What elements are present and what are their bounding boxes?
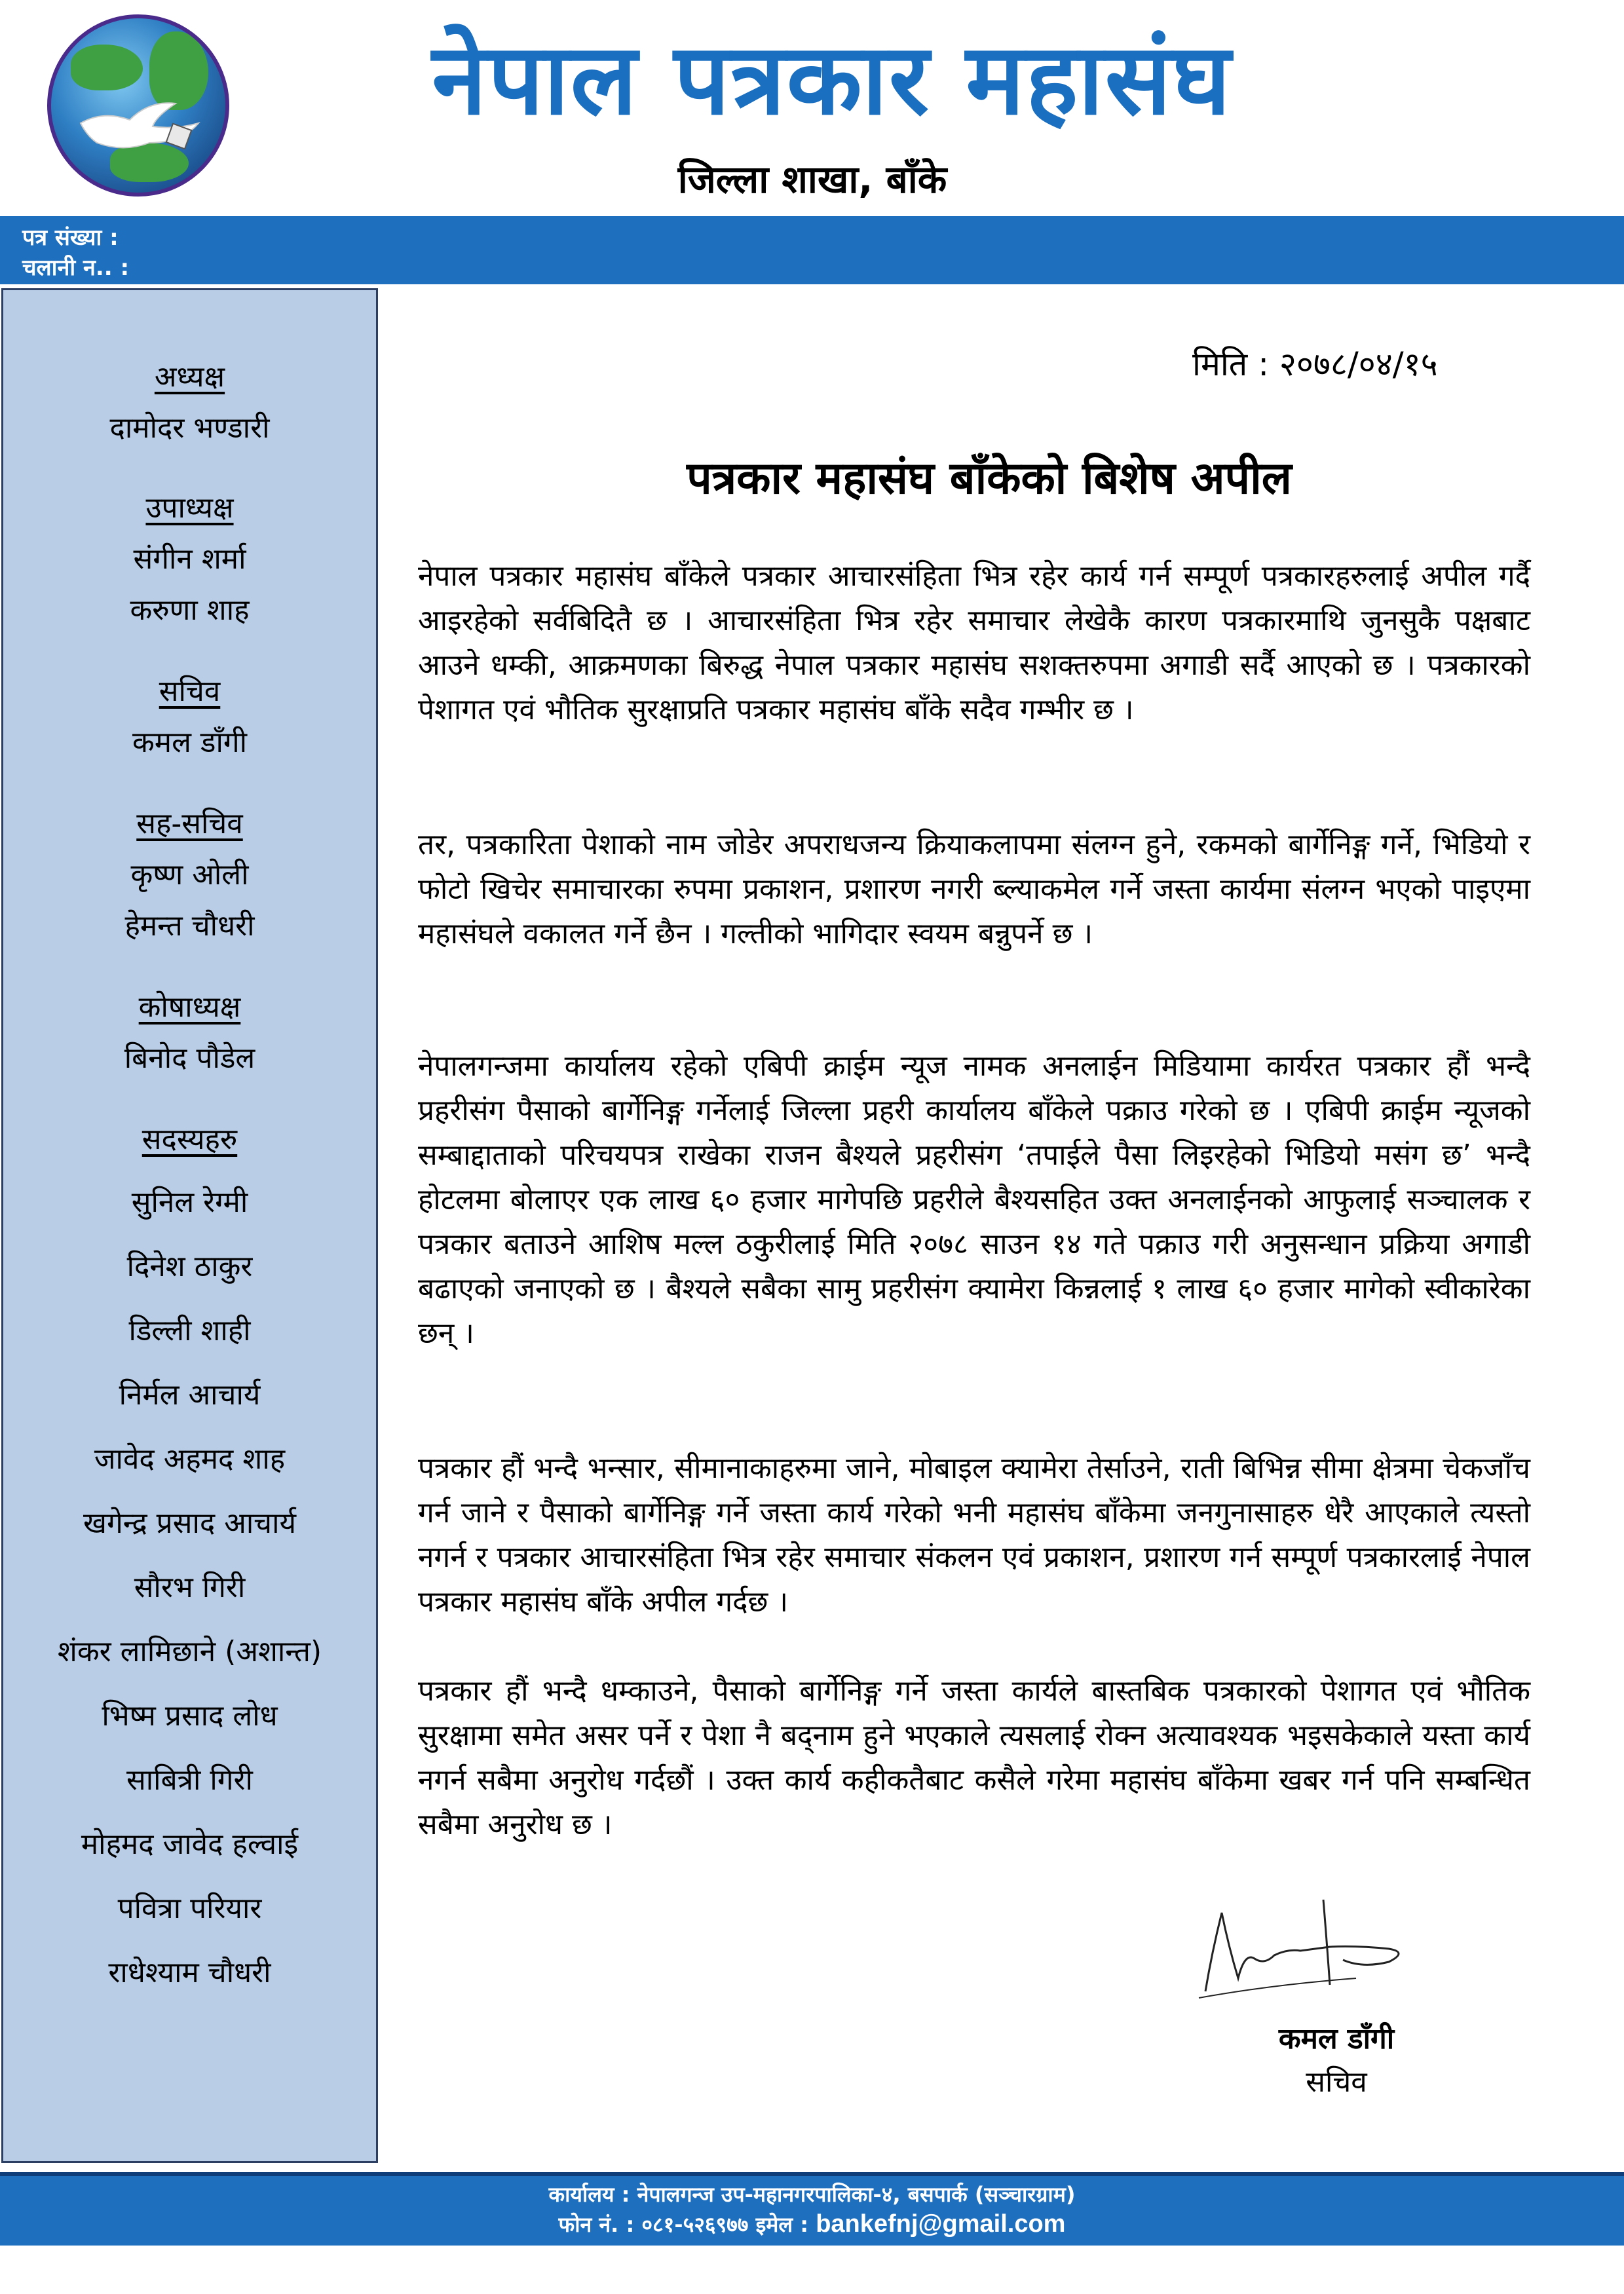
chalani-no-label: चलानी न.. : bbox=[22, 255, 130, 281]
member-name: पवित्रा परियार bbox=[117, 1892, 262, 1925]
member-name: सुनिल रेग्मी bbox=[131, 1186, 248, 1219]
committee-sidebar bbox=[1, 288, 378, 2163]
footer-address: कार्यालय : नेपालगन्ज उप-महानगरपालिका-४, बसपार्क (सञ्चारग्राम) bbox=[548, 2182, 1076, 2207]
member-name: मोहमद जावेद हल्वाई bbox=[81, 1828, 299, 1861]
member-name: दिनेश ठाकुर bbox=[126, 1250, 253, 1283]
member-name: करुणा शाह bbox=[130, 593, 250, 627]
member-name: सौरभ गिरी bbox=[134, 1571, 246, 1604]
role-treasurer: कोषाध्यक्ष bbox=[138, 990, 241, 1024]
member-name: डिल्ली शाही bbox=[128, 1314, 251, 1347]
role-secretary: सचिव bbox=[159, 675, 221, 708]
member-name: जावेद अहमद शाह bbox=[94, 1442, 286, 1476]
letter-title: पत्रकार महासंघ बाँकेको बिशेष अपील bbox=[687, 453, 1292, 504]
signature-icon bbox=[1192, 1887, 1415, 2004]
logo-globe-dove-icon bbox=[47, 14, 229, 197]
letter-paragraph: नेपालगन्जमा कार्यालय रहेको एबिपी क्राईम न्यूज नामक अनलाईन मिडियामा कार्यरत पत्रकार हौं भन्दै प्रहरीसंग पैसाको बार्गेनिङ्ग गर्नेलाई जिल्ला प्रहरी कार्यालय बाँकेले पक्राउ गरेको छ । एबिपी क्राईम न्यूजको सम्बाद्दाताको परिचयपत्र राखेका राजन बैश्यले प्रहरीसंग ‘तपाईले पैसा लिइरहेको भिडियो मसंग छ’ भन्दै होटलमा बोलाएर एक लाख ६० हजार मागेपछि प्रहरीले बैश्यसहित उक्त अनलाईनको आफुलाई सञ्चालक र पत्रकार बताउने आशिष मल्ल ठकुरीलाई मिति २०७८ साउन १४ गते पक्राउ गरी अनुसन्धान प्रक्रिया अगाडी बढाएको जनाएको छ । बैश्यले सबैका सामु प्रहरीसंग क्यामेरा किन्नलाई १ लाख ६० हजार मागेको स्वीकारेका छन् । bbox=[418, 1049, 1530, 1350]
letter-paragraph: नेपाल पत्रकार महासंघ बाँकेले पत्रकार आचारसंहिता भित्र रहेर कार्य गर्न सम्पूर्ण पत्रकारहरुलाई अपील गर्दै आइरहेको सर्वबिदितै छ । आचारसंहिता भित्र रहेर समाचार लेखेकै कारण पत्रकारमाथि जुनसुकै पक्षबाट आउने धम्की, आक्रमणका बिरुद्ध नेपाल पत्रकार महासंघ सशक्तरुपमा अगाडी सर्दै आएको छ । पत्रकारको पेशागत एवं भौतिक सुरक्षाप्रति पत्रकार महासंघ बाँके सदैव गम्भीर छ । bbox=[418, 559, 1531, 726]
signatory-name: कमल डाँगी bbox=[1278, 2022, 1395, 2056]
member-name: दामोदर भण्डारी bbox=[109, 411, 270, 445]
letter-paragraph: पत्रकार हौं भन्दै धम्काउने, पैसाको बार्गेनिङ्ग गर्ने जस्ता कार्यले बास्तबिक पत्रकारको पेशागत एवं भौतिक सुरक्षामा समेत असर पर्ने र पेशा नै बद्नाम हुने भएकाले त्यसलाई रोक्न अत्यावश्यक भइसकेकाले यस्ता कार्य नगर्न सबैमा अनुरोध गर्दछौं । उक्त कार्य कहीकतैबाट कसैले गरेमा महासंघ बाँकेमा खबर गर्न पनि सम्बन्धित सबैमा अनुरोध छ । bbox=[418, 1674, 1530, 1841]
member-name: राधेश्याम चौधरी bbox=[108, 1956, 271, 1989]
patra-sankhya-label: पत्र संख्या : bbox=[22, 225, 119, 251]
letter-date: मिति : २०७८/०४/१५ bbox=[1192, 345, 1438, 383]
footer-bar bbox=[0, 2172, 1624, 2246]
member-name: खगेन्द्र प्रसाद आचार्य bbox=[83, 1507, 297, 1540]
role-vice-president: उपाध्यक्ष bbox=[145, 491, 234, 525]
footer-phone: फोन नं. : ०८१-५२६९७७ इमेल : bbox=[558, 2212, 809, 2237]
org-name: नेपाल पत्रकार महासंघ bbox=[432, 23, 1232, 137]
member-name: हेमन्त चौधरी bbox=[124, 909, 255, 943]
reference-bar bbox=[0, 216, 1624, 284]
member-name: निर्मल आचार्य bbox=[119, 1378, 261, 1412]
member-name: शंकर लामिछाने (अशान्त) bbox=[57, 1635, 322, 1668]
signatory-role: सचिव bbox=[1306, 2065, 1367, 2099]
dove-icon bbox=[77, 97, 202, 156]
role-joint-secretary: सह-सचिव bbox=[136, 807, 243, 840]
role-president: अध्यक्ष bbox=[154, 360, 225, 394]
member-name: बिनोद पौडेल bbox=[124, 1042, 255, 1075]
footer-contact bbox=[0, 2210, 1624, 2238]
letter-paragraph: तर, पत्रकारिता पेशाको नाम जोडेर अपराधजन्य क्रियाकलापमा संलग्न हुने, रकमको बार्गेनिङ्ग गर्ने, भिडियो र फोटो खिचेर समाचारका रुपमा प्रकाशन, प्रशारण नगरी ब्ल्याकमेल गर्ने जस्ता कार्यमा संलग्न भएको पाइएमा महासंघले वकालत गर्ने छैन । गल्तीको भागिदार स्वयम बन्नुपर्ने छ । bbox=[418, 828, 1530, 950]
branch-name: जिल्ला शाखा, बाँके bbox=[677, 157, 947, 202]
member-name: संगीन शर्मा bbox=[133, 542, 246, 576]
letter-paragraph: पत्रकार हौं भन्दै भन्सार, सीमानाकाहरुमा जाने, मोबाइल क्यामेरा तेर्साउने, राती बिभिन्न सीमा क्षेत्रमा चेकजाँच गर्न जाने र पैसाको बार्गेनिङ्ग गर्ने जस्ता कार्य गरेको भनी महासंघ बाँकेमा जनगुनासाहरु धेरै आएकाले त्यस्तो नगर्न र पत्रकार आचारसंहिता भित्र रहेर समाचार संकलन एवं प्रकाशन, प्रशारण गर्न सम्पूर्ण पत्रकारलाई नेपाल पत्रकार महासंघ बाँके अपील गर्दछ । bbox=[418, 1452, 1530, 1619]
role-members: सदस्यहरु bbox=[142, 1123, 238, 1156]
member-name: भिष्म प्रसाद लोध bbox=[102, 1699, 278, 1733]
member-name: कृष्ण ओली bbox=[130, 858, 249, 892]
member-name: साबित्री गिरी bbox=[126, 1763, 253, 1797]
footer-email[interactable]: bankefnj@gmail.com bbox=[816, 2210, 1066, 2238]
member-name: कमल डाँगी bbox=[132, 726, 248, 759]
